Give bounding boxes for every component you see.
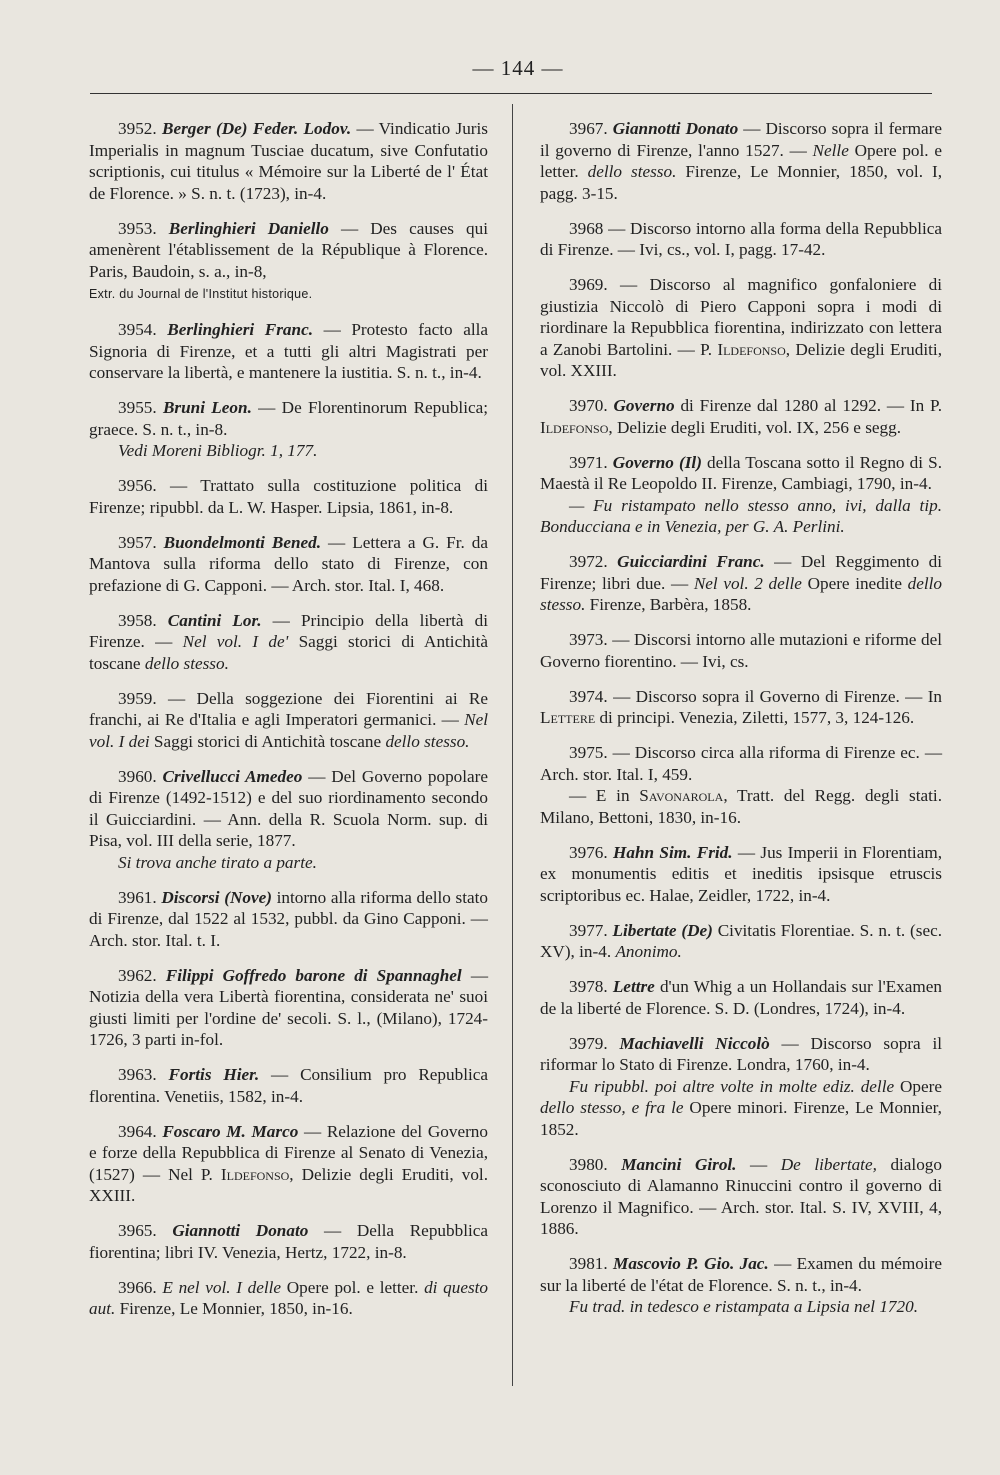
entry-number: 3959. bbox=[118, 688, 157, 708]
entry-body bbox=[89, 1064, 488, 1107]
bibliography-entry bbox=[89, 1121, 488, 1207]
entry-text: , Delizie degli Eruditi, vol. XXIII. bbox=[89, 1164, 488, 1205]
entry-smallcaps-text: Lettere bbox=[540, 708, 596, 727]
bibliography-entry bbox=[540, 629, 942, 672]
entry-text: — De Florentinorum Republica; graece. S. n. t., in-8. bbox=[89, 398, 489, 439]
entry-text: Saggi storici di Antichità toscane bbox=[149, 731, 386, 751]
entry-text: della Toscana sotto il Regno di S. Maestà il Re Leopoldo II. Firenze, Cambiagi, 1790, in-4. bbox=[540, 452, 942, 493]
entry-italic-note: Si trova anche tirato a parte. bbox=[118, 852, 317, 872]
entry-extra bbox=[540, 785, 942, 828]
entry-text: Firenze, Le Monnier, 1850, in-16. bbox=[115, 1299, 353, 1318]
bibliography-entry bbox=[540, 1154, 942, 1240]
entry-text: , Tratt. del Regg. degli stati. Milano, Bettoni, 1830, in-16. bbox=[540, 786, 942, 827]
entry-text: — Lettera a G. Fr. da Mantova sulla riforma dello stato di Firenze, con prefazione di G. Capponi. — Arch. stor. Ital. I, 468. bbox=[89, 532, 488, 595]
bibliography-entry bbox=[540, 976, 942, 1019]
bibliography-entry bbox=[540, 842, 942, 907]
entry-number: 3977. bbox=[569, 920, 608, 940]
entry-number: 3974. bbox=[569, 686, 608, 706]
entry-body bbox=[540, 686, 942, 729]
entry-smallcaps-text: Ildefonso bbox=[220, 1164, 290, 1184]
column-divider bbox=[512, 104, 513, 1386]
entry-number: 3972. bbox=[569, 552, 608, 571]
bibliography-entry bbox=[540, 742, 942, 828]
entry-text: — Jus Imperii in Florentiam, ex monumentis editis et ineditis ipsisque etruscis scriptoribus ec. Halae, Zeidler, 1722, in-4. bbox=[540, 842, 942, 905]
entry-text: — Discorsi intorno alle mutazioni e riforme del Governo fiorentino. — Ivi, cs. bbox=[540, 630, 942, 671]
entry-body bbox=[540, 1154, 942, 1240]
entry-number: 3952. bbox=[118, 119, 157, 138]
entry-text: — bbox=[736, 1154, 781, 1174]
bibliography-entry bbox=[89, 218, 488, 306]
entry-body bbox=[89, 1277, 488, 1320]
bibliography-entry bbox=[89, 397, 488, 462]
entry-author: Guicciardini Franc. bbox=[617, 552, 765, 571]
entry-number: 3981. bbox=[569, 1254, 608, 1273]
entry-text: — Relazione del Governo e forze della Repubblica di Firenze al Senato di Venezia, (1527) — Nel P. bbox=[89, 1121, 488, 1184]
entry-italic-note: Fu trad. in tedesco e ristampata a Lipsia nel 1720. bbox=[569, 1297, 918, 1316]
bibliography-entry bbox=[89, 475, 488, 518]
entry-body bbox=[540, 118, 942, 204]
entry-text: Opere pol. e letter. bbox=[281, 1277, 425, 1297]
entry-number: 3966. bbox=[118, 1277, 157, 1297]
entry-text: — Protesto facto alla Signoria di Firenze, et a tutti gli altri Magistrati per conservare la libertà, e mantenere la iustitia. S. n. t., in-4. bbox=[89, 320, 489, 382]
entry-text: dialogo sconosciuto di Alamanno Rinuccini contro il governo di Lorenzo il Magnifico. — Arch. stor. Ital. S. IV, XVIII, 4, 1886. bbox=[540, 1154, 942, 1238]
entry-text: — Trattato sulla costituzione politica di Firenze; ripubbl. da L. W. Hasper. Lipsia, 1861, in-8. bbox=[89, 476, 488, 517]
entry-number: 3976. bbox=[569, 842, 608, 862]
entry-text: — Discorso sopra il fermare il governo di Firenze, l'anno 1527. — bbox=[540, 119, 943, 160]
entry-text: , Delizie degli Eruditi, vol. IX, 256 e segg. bbox=[608, 417, 902, 437]
entry-author: Mancini Girol. bbox=[621, 1154, 737, 1174]
entry-text: — Discorso sopra il riformar lo Stato di Firenze. Londra, 1760, in-4. bbox=[540, 1033, 942, 1074]
entry-author: Berlinghieri Daniello bbox=[168, 218, 329, 238]
bibliography-entry bbox=[89, 1220, 488, 1263]
entry-number: 3962. bbox=[118, 965, 157, 985]
entry-number: 3958. bbox=[118, 610, 157, 630]
entry-italic-text: Nel vol. I de' bbox=[182, 632, 289, 651]
entry-body bbox=[540, 452, 942, 495]
entry-text: — Notizia della vera Libertà fiorentina, considerata ne' suoi giusti limiti per l'ordine de' secoli. S. l., (Milano), 1724-1726, 3 parti in-fol. bbox=[89, 965, 489, 1049]
entry-number: 3973. bbox=[569, 630, 608, 649]
entry-body bbox=[89, 532, 488, 597]
entry-body bbox=[89, 887, 488, 952]
entry-number: 3979. bbox=[569, 1033, 608, 1053]
entry-smallcaps-text: Ildefonso bbox=[540, 417, 609, 437]
entry-body bbox=[89, 766, 488, 852]
entry-author: Governo bbox=[613, 396, 675, 415]
entry-body bbox=[89, 688, 488, 753]
entry-author: Buondelmonti Bened. bbox=[163, 532, 322, 552]
entry-body bbox=[89, 610, 488, 675]
entry-author: Foscaro M. Marco bbox=[162, 1121, 299, 1141]
entry-text: di principi. Venezia, Ziletti, 1577, 3, 124-126. bbox=[595, 708, 915, 727]
entry-small-note-line bbox=[89, 282, 488, 306]
page-number: — 144 — bbox=[472, 56, 564, 80]
entry-text: — Vindicatio Juris Imperialis in magnum Tusciae ducatum, sive Confutatio scriptionis, cui titulus « Mémoire sur la Liberté de l' État de Florence. » S. n. t. (1723), in-4. bbox=[89, 119, 488, 203]
entry-body bbox=[89, 397, 488, 440]
bibliography-entry bbox=[89, 532, 488, 597]
entry-author: Mascovio P. Gio. Jac. bbox=[613, 1254, 769, 1273]
entry-text: — Della Repubblica fiorentina; libri IV. Venezia, Hertz, 1722, in-8. bbox=[89, 1221, 488, 1262]
entry-body bbox=[89, 1220, 488, 1263]
entry-text: — Principio della libertà di Firenze. — bbox=[89, 610, 488, 651]
bibliography-entry bbox=[540, 218, 942, 261]
bibliography-entry bbox=[89, 1277, 488, 1320]
bibliography-entry bbox=[89, 766, 488, 874]
entry-author: Cantini Lor. bbox=[167, 610, 262, 630]
entry-number: 3978. bbox=[569, 977, 608, 996]
bibliography-entry bbox=[540, 686, 942, 729]
entry-author: Lettre bbox=[612, 977, 655, 996]
entry-text: d'un Whig a un Hollandais sur l'Examen de la liberté de Florence. S. D. (Londres, 1724), in-4. bbox=[540, 977, 942, 1018]
entry-smallcaps-text: Ildefonso bbox=[717, 339, 786, 359]
entry-smallcaps-text: Savonarola bbox=[639, 786, 724, 805]
entry-body bbox=[540, 742, 942, 785]
entry-author: Libertate (De) bbox=[612, 920, 713, 940]
entry-italic-text: De libertate, bbox=[780, 1154, 877, 1174]
entry-italic-text: E nel vol. I delle bbox=[162, 1277, 282, 1297]
entry-author: Discorsi (Nove) bbox=[161, 887, 272, 907]
bibliography-entry bbox=[89, 688, 488, 753]
entry-number: 3955. bbox=[118, 398, 157, 417]
bibliography-entry bbox=[540, 452, 942, 538]
bibliography-entry bbox=[89, 319, 488, 384]
bibliography-entry bbox=[540, 118, 942, 204]
entry-number: 3963. bbox=[118, 1065, 157, 1084]
entry-body bbox=[540, 976, 942, 1019]
left-column bbox=[89, 118, 488, 1333]
entry-extra bbox=[540, 1076, 942, 1141]
entry-body bbox=[89, 118, 488, 204]
entry-text: — Del Governo popolare di Firenze (1492-1512) e del suo riordinamento secondo il Guicciardini. — Ann. della R. Scuola Norm. sup. di Pisa, vol. III della serie, 1877. bbox=[89, 766, 489, 850]
entry-text: Firenze, Barbèra, 1858. bbox=[585, 595, 752, 614]
entry-italic-text: di questo aut. bbox=[89, 1277, 489, 1318]
bibliography-entry bbox=[89, 887, 488, 952]
entry-number: 3957. bbox=[118, 532, 157, 552]
entry-body bbox=[89, 1121, 488, 1207]
entry-number: 3969. bbox=[569, 275, 608, 294]
entry-body bbox=[89, 965, 488, 1051]
entry-body bbox=[540, 395, 942, 438]
entry-author: Hahn Sim. Frid. bbox=[613, 842, 733, 862]
entry-number: 3968 bbox=[569, 218, 604, 238]
entry-italic-text: Anonimo. bbox=[615, 942, 682, 961]
entry-italic-text: dello stesso. bbox=[587, 162, 677, 181]
entry-number: 3964. bbox=[118, 1121, 157, 1141]
entry-text: Opere inedite bbox=[801, 573, 908, 593]
entry-text: — Discorso intorno alla forma della Repubblica di Firenze. — Ivi, cs., vol. I, pagg. 17-42. bbox=[540, 218, 943, 259]
entry-text: — Examen du mémoire sur la liberté de l'état de Florence. S. n. t., in-4. bbox=[540, 1254, 943, 1295]
entry-text: Opere minori. Firenze, Le Monnier, 1852. bbox=[540, 1098, 942, 1139]
header-rule bbox=[90, 93, 932, 94]
entry-body bbox=[540, 842, 942, 907]
entry-text: — E in bbox=[569, 786, 640, 805]
entry-body bbox=[89, 218, 488, 283]
entry-text: — Discorso al magnifico gonfaloniere di giustizia Niccolò di Piero Capponi sopra i modi di riordinare la Repubblica fiorentina, indirizzato con lettera a Zanobi Bartolini. — P. bbox=[540, 275, 942, 359]
entry-number: 3970. bbox=[569, 396, 608, 415]
entry-text: Opere bbox=[894, 1076, 942, 1096]
entry-text: , Delizie degli Eruditi, vol. XXIII. bbox=[540, 339, 942, 380]
entry-number: 3953. bbox=[118, 218, 157, 238]
entry-text: — Della soggezione dei Fiorentini ai Re franchi, ai Re d'Italia e agli Imperatori germanici. — bbox=[89, 688, 489, 729]
bibliography-entry bbox=[89, 1064, 488, 1107]
entry-author: Filippi Goffredo barone di Spannaghel bbox=[165, 965, 462, 985]
bibliography-entry bbox=[540, 920, 942, 963]
entry-number: 3960. bbox=[118, 766, 157, 786]
entry-text: Civitatis Florentiae. S. n. t. (sec. XV), in-4. bbox=[540, 920, 943, 961]
entry-body bbox=[540, 274, 942, 382]
entry-text: — Consilium pro Republica florentina. Venetiis, 1582, in-4. bbox=[89, 1065, 489, 1106]
entry-italic-text: Fu ripubbl. poi altre volte in molte ediz. delle bbox=[569, 1076, 895, 1096]
entry-author: Berlinghieri Franc. bbox=[167, 320, 313, 339]
entry-text: Opere pol. e letter. bbox=[540, 140, 942, 181]
entry-author: Berger (De) Feder. Lodov. bbox=[162, 119, 352, 138]
bibliography-entry bbox=[540, 1253, 942, 1318]
bibliography-entry bbox=[540, 551, 942, 616]
entry-body bbox=[89, 475, 488, 518]
entry-italic-text: dello stesso. bbox=[144, 653, 229, 673]
entry-number: 3956. bbox=[118, 476, 157, 495]
entry-number: 3975. bbox=[569, 743, 608, 762]
entry-number: 3965. bbox=[118, 1221, 157, 1240]
entry-text: — Del Reggimento di Firenze; libri due. — bbox=[540, 552, 943, 593]
entry-italic-text: Nelle bbox=[812, 140, 849, 160]
entry-author: Bruni Leon. bbox=[162, 398, 252, 417]
entry-italic-text: Nel vol. I dei bbox=[89, 710, 488, 751]
entry-body bbox=[540, 1253, 942, 1296]
entry-author: Fortis Hier. bbox=[168, 1065, 260, 1084]
entry-italic-text: Nel vol. 2 delle bbox=[693, 573, 802, 593]
entry-number: 3971. bbox=[569, 452, 608, 472]
bibliography-entry bbox=[540, 1033, 942, 1141]
entry-small-note: Extr. du Journal de l'Institut historique. bbox=[89, 287, 313, 301]
right-column bbox=[540, 118, 942, 1331]
entry-author: Giannotti Donato bbox=[172, 1221, 309, 1240]
entry-text: — Des causes qui amenèrent l'établissement de la République à Florence. Paris, Baudoin, s. a., in-8, bbox=[89, 218, 488, 281]
entry-author: Giannotti Donato bbox=[612, 119, 739, 138]
bibliography-entry bbox=[540, 395, 942, 438]
entry-text: di Firenze dal 1280 al 1292. — In P. bbox=[674, 396, 942, 415]
entry-italic-note: — Fu ristampato nello stesso anno, ivi, dalla tip. Bonducciana e in Venezia, per G. A. Perlini. bbox=[540, 495, 942, 536]
entry-text: — Discorso sopra il Governo di Firenze. — In bbox=[613, 686, 943, 706]
entry-text: intorno alla riforma dello stato di Firenze, dal 1522 al 1532, pubbl. da Gino Capponi. — Arch. stor. Ital. t. I. bbox=[89, 887, 488, 950]
entry-number: 3961. bbox=[118, 887, 157, 907]
bibliography-entry bbox=[540, 274, 942, 382]
entry-body bbox=[540, 920, 942, 963]
entry-text: Saggi storici di Antichità toscane bbox=[89, 632, 488, 673]
entry-number: 3954. bbox=[118, 320, 157, 339]
entry-text: — Discorso circa alla riforma di Firenze ec. — Arch. stor. Ital. I, 459. bbox=[540, 743, 943, 784]
entry-italic-text: dello stesso, e fra le bbox=[540, 1098, 684, 1117]
bibliography-entry bbox=[89, 610, 488, 675]
entry-body bbox=[540, 551, 942, 616]
entry-text: Firenze, Le Monnier, 1850, vol. I, pagg. 3-15. bbox=[540, 162, 943, 203]
entry-body bbox=[540, 218, 942, 261]
entry-body bbox=[89, 319, 488, 384]
bibliography-entry bbox=[89, 965, 488, 1051]
entry-italic-text: dello stesso. bbox=[385, 731, 470, 751]
entry-body bbox=[540, 629, 942, 672]
entry-author: Governo (Il) bbox=[612, 452, 702, 472]
entry-italic-note: Vedi Moreni Bibliogr. 1, 177. bbox=[118, 441, 318, 460]
bibliography-entry bbox=[89, 118, 488, 204]
entry-number: 3967. bbox=[569, 119, 608, 138]
entry-body bbox=[540, 1033, 942, 1076]
entry-number: 3980. bbox=[569, 1154, 608, 1174]
entry-author: Machiavelli Niccolò bbox=[619, 1033, 770, 1053]
entry-italic-text: dello stesso. bbox=[540, 573, 942, 614]
entry-author: Crivellucci Amedeo bbox=[162, 766, 303, 786]
